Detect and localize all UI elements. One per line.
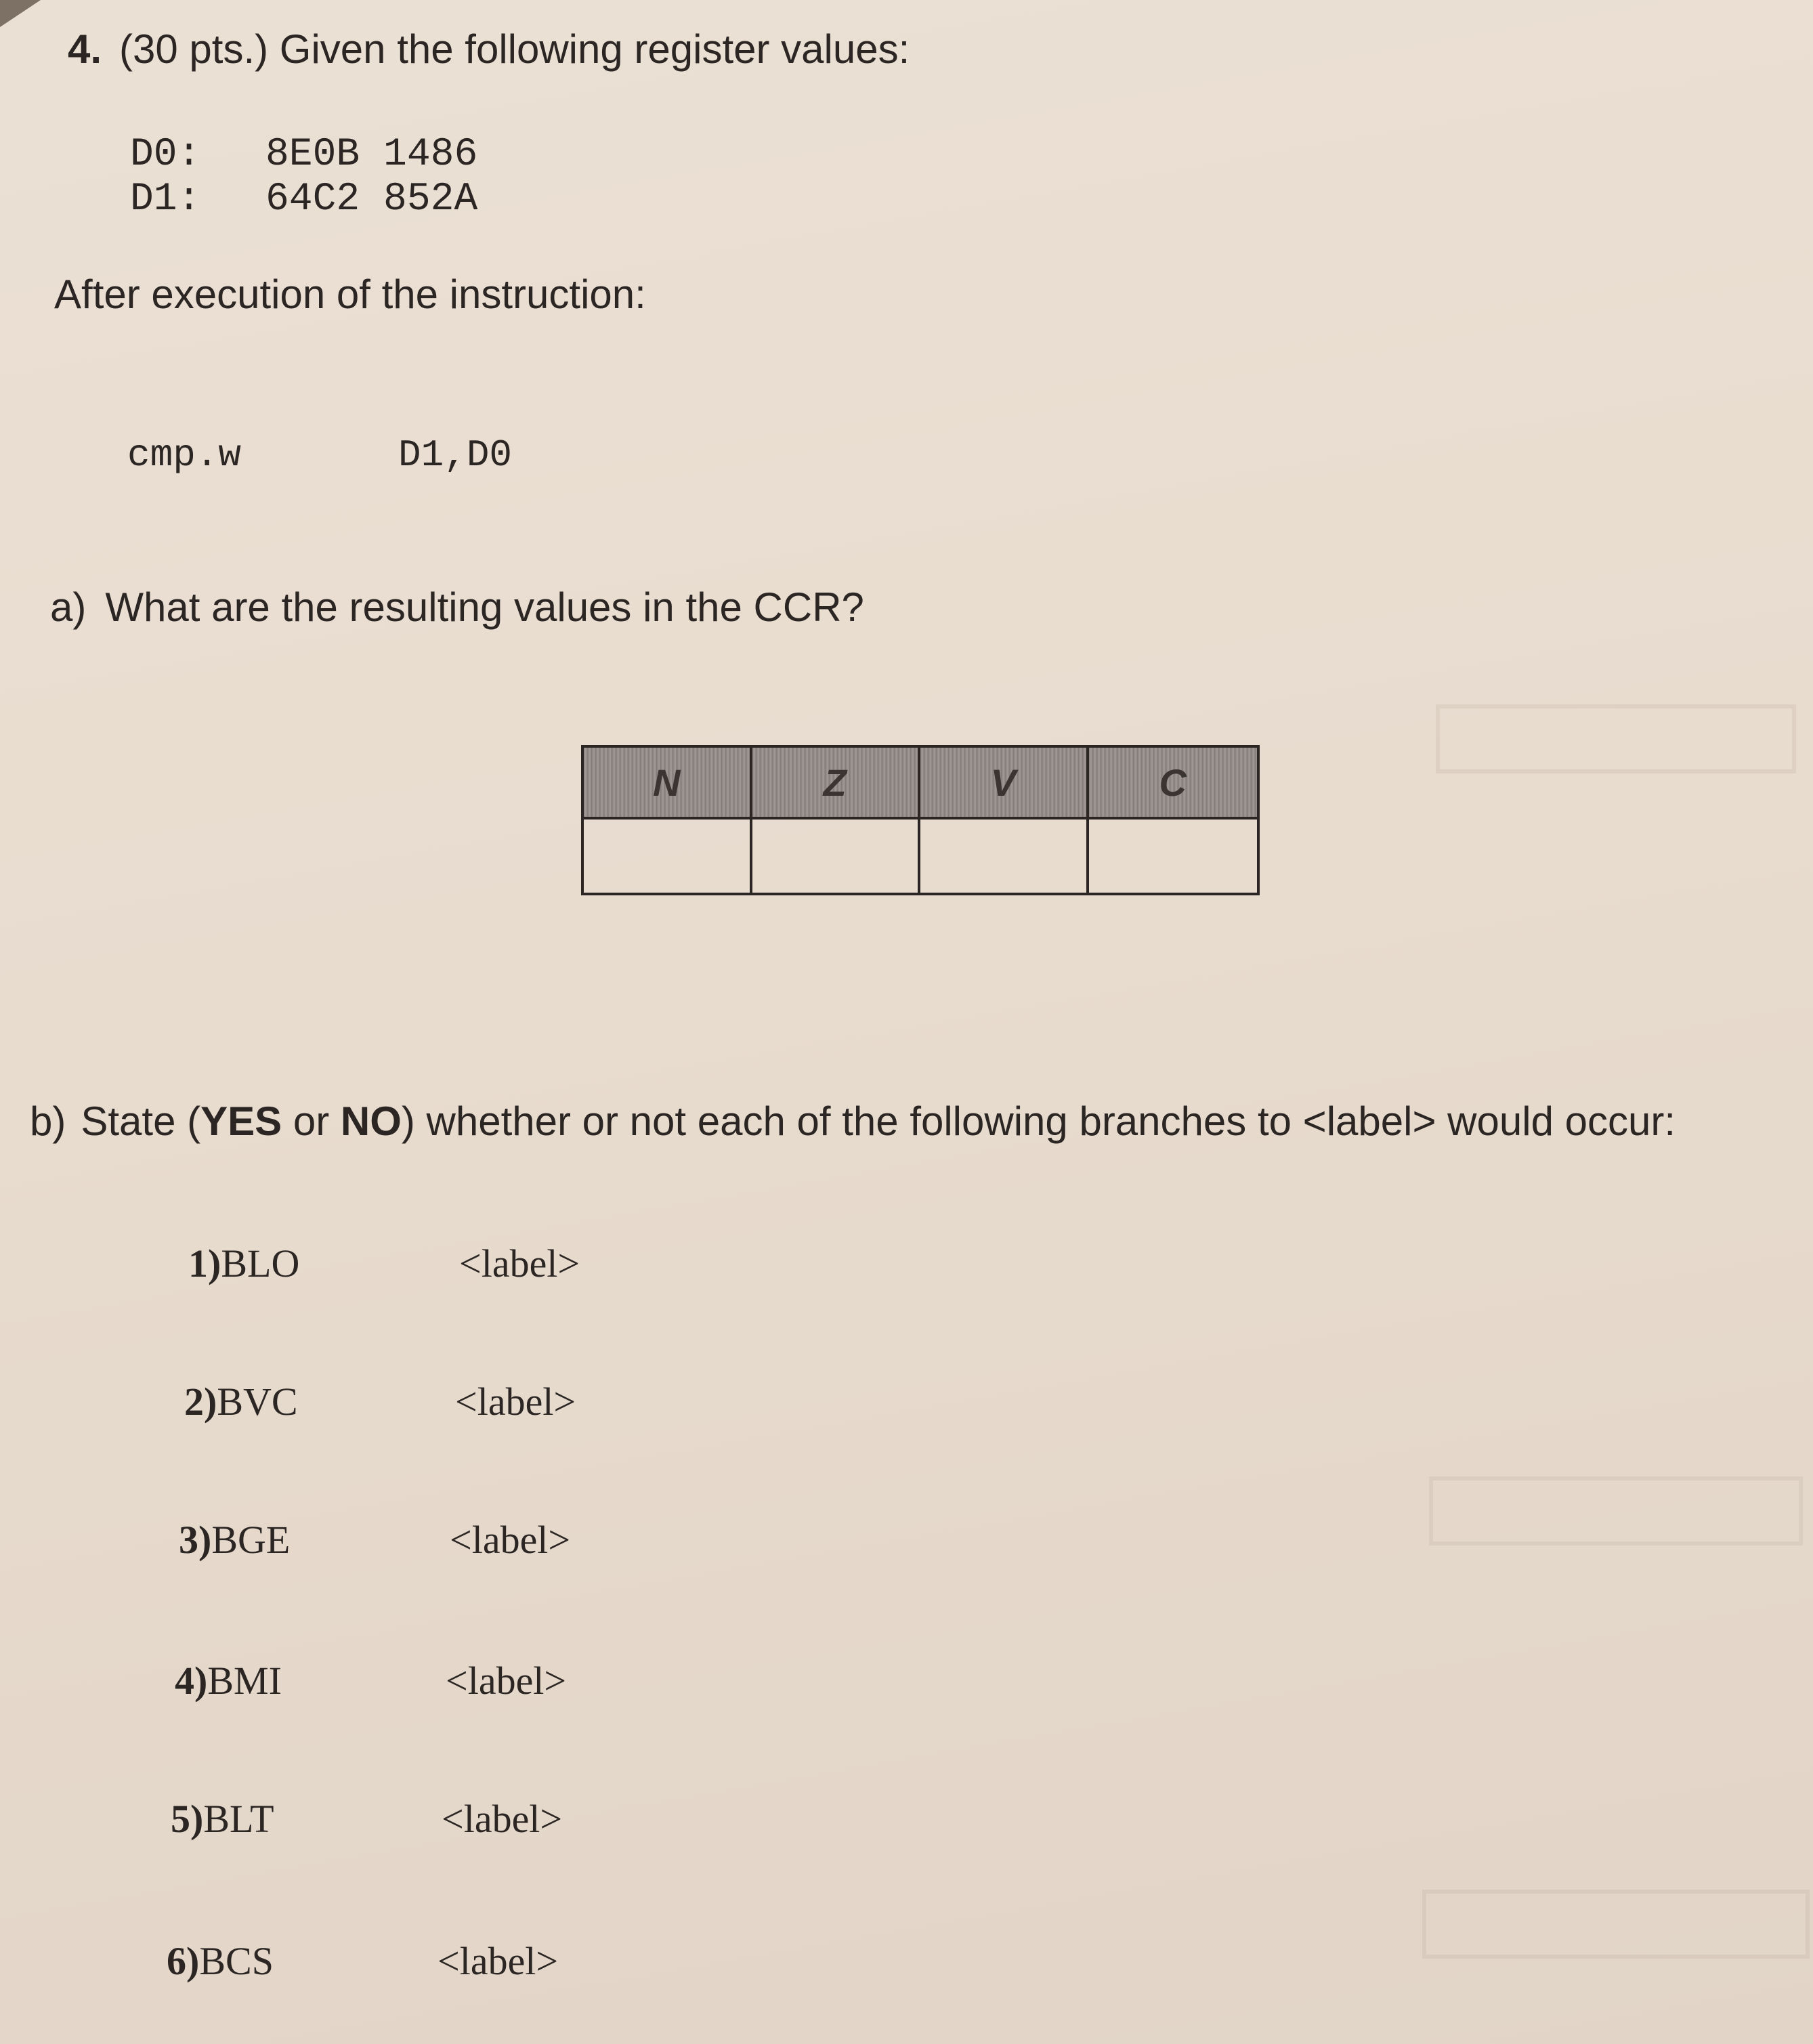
branch-number: 6) <box>167 1939 200 1983</box>
branch-number: 4) <box>175 1659 208 1703</box>
branch-opcode: BVC <box>217 1380 298 1424</box>
ccr-table <box>581 745 1260 895</box>
part-b-label: b) <box>30 1099 66 1144</box>
register-value: 8E0B 1486 <box>265 133 478 177</box>
register-value: 64C2 852A <box>265 177 478 221</box>
part-b-yes: YES <box>200 1099 282 1144</box>
branch-opcode: BLO <box>221 1241 300 1285</box>
branch-item <box>167 1938 558 1984</box>
question-header <box>68 26 910 72</box>
register-row-d1 <box>130 177 477 221</box>
ccr-input-z[interactable] <box>752 819 921 894</box>
branch-item <box>188 1241 580 1286</box>
branch-target: <label> <box>442 1797 563 1841</box>
branch-opcode: BMI <box>207 1659 282 1703</box>
bleed-through-box <box>1429 1476 1803 1546</box>
branch-item <box>171 1796 562 1841</box>
branch-opcode: BCS <box>199 1939 274 1983</box>
ccr-cell-z[interactable] <box>752 819 921 893</box>
ccr-cell-n[interactable] <box>584 819 752 893</box>
branch-target: <label> <box>459 1241 580 1285</box>
ccr-header-c: C <box>1089 748 1258 819</box>
branch-number: 2) <box>184 1380 217 1424</box>
ccr-cell-v[interactable] <box>920 819 1089 893</box>
branch-item <box>179 1517 570 1562</box>
branch-opcode: BLT <box>203 1797 274 1841</box>
ccr-cell-c[interactable] <box>1089 819 1258 893</box>
part-b-no: NO <box>340 1099 402 1144</box>
ccr-header-n: N <box>584 748 752 819</box>
question-number: 4. <box>68 26 102 72</box>
page-corner-shadow <box>0 0 41 27</box>
instruction-opcode: cmp.w <box>127 433 242 477</box>
branch-target: <label> <box>438 1939 559 1983</box>
register-name: D0: <box>130 133 201 177</box>
part-b-text-2: or <box>282 1099 341 1144</box>
ccr-input-n[interactable] <box>584 819 752 894</box>
branch-number: 3) <box>179 1518 212 1562</box>
bleed-through-box <box>1422 1890 1810 1959</box>
branch-number: 5) <box>171 1797 204 1841</box>
instruction-line <box>127 433 512 477</box>
part-a-text: What are the resulting values in the CCR? <box>105 584 864 630</box>
ccr-header-v: V <box>920 748 1089 819</box>
question-title: (30 pts.) Given the following register values: <box>119 26 910 72</box>
branch-target: <label> <box>450 1518 571 1562</box>
register-row-d0 <box>130 133 477 177</box>
instruction-operands: D1,D0 <box>398 433 513 477</box>
bleed-through-box <box>1436 704 1796 773</box>
after-execution-text: After execution of the instruction: <box>54 272 646 317</box>
part-b-text-3: ) whether or not each of the following branches to <label> would occur: <box>401 1099 1676 1144</box>
ccr-header-z: Z <box>752 748 921 819</box>
branch-target: <label> <box>446 1659 567 1703</box>
branch-item <box>184 1379 576 1424</box>
part-b-question <box>30 1096 1764 1147</box>
ccr-input-c[interactable] <box>1089 819 1260 894</box>
branch-item <box>175 1658 566 1703</box>
register-name: D1: <box>130 177 201 221</box>
branch-opcode: BGE <box>211 1518 291 1562</box>
branch-number: 1) <box>188 1241 221 1285</box>
part-b-text-1: State ( <box>81 1099 201 1144</box>
part-a-label: a) <box>50 584 87 630</box>
branch-target: <label> <box>455 1380 576 1424</box>
part-a-question <box>50 584 864 631</box>
ccr-input-v[interactable] <box>920 819 1089 894</box>
